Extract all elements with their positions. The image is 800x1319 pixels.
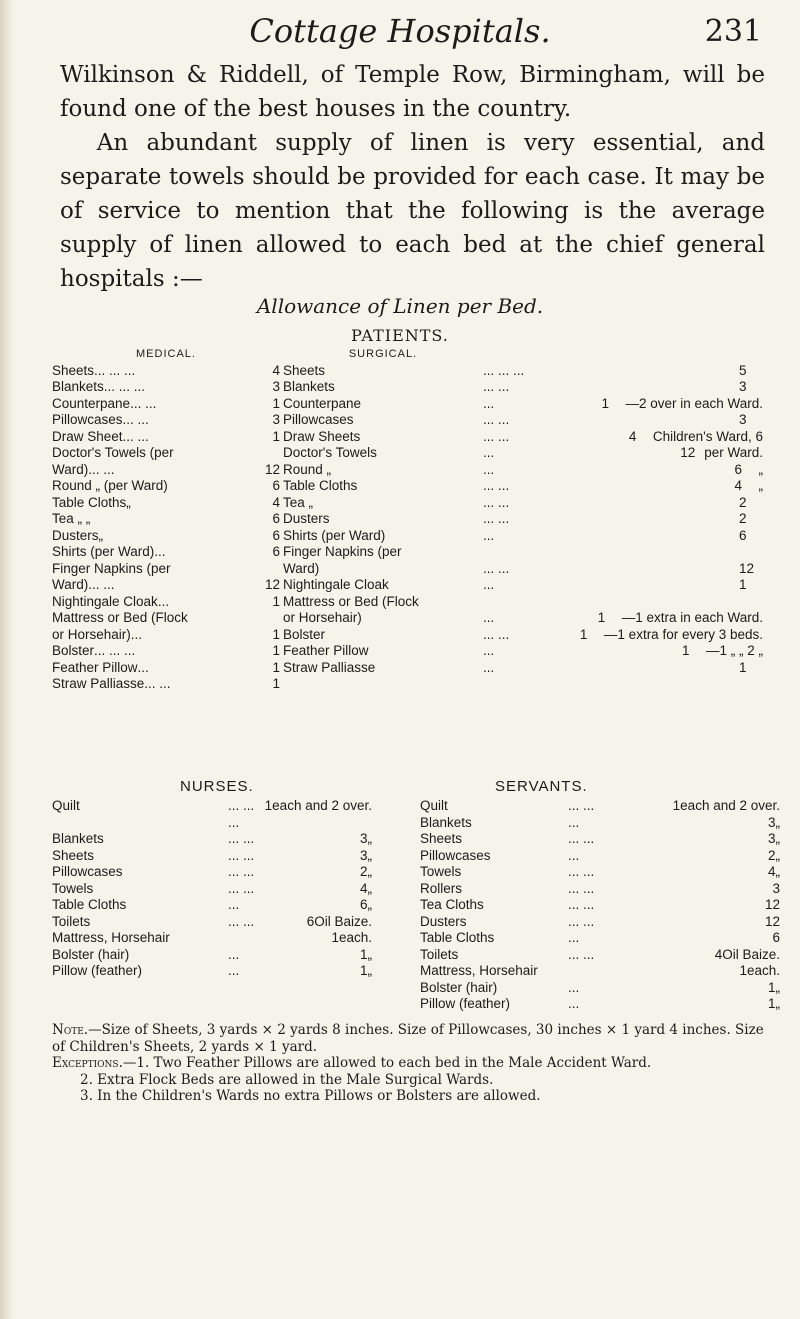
nurses-column	[52, 798, 372, 980]
list-item	[283, 643, 763, 660]
list-item	[283, 495, 763, 512]
item-note: „	[775, 979, 780, 995]
note-text: —Size of Sheets, 3 yards × 2 yards 8 inches. Size of Pillowcases, 30 inches × 1 yard 4 inches. Size of Children's Sheets, 2 yards × 1 yard.	[52, 1022, 764, 1055]
item-label: Pillow (feather)	[52, 963, 143, 978]
item-dots: „	[98, 527, 104, 543]
item-dots: ...	[483, 659, 495, 675]
item-dots: „	[126, 494, 131, 510]
item-qty: 4	[767, 864, 776, 879]
item-note: each and 2 over.	[272, 798, 372, 813]
list-item	[283, 594, 763, 611]
item-label: Bolster (hair)	[420, 979, 498, 995]
item-label: Sheets	[283, 362, 326, 378]
list-item	[52, 396, 280, 413]
item-dots: ... ...	[228, 847, 255, 863]
item-note: Children's Ward, 6	[652, 428, 763, 444]
item-dots: ...	[483, 527, 495, 543]
list-item	[283, 379, 763, 396]
item-qty: 1	[739, 577, 747, 592]
item-dots: ... ... ...	[94, 643, 136, 658]
list-item	[420, 798, 780, 815]
list-item	[52, 511, 280, 528]
item-qty: 4	[272, 362, 280, 378]
item-label: Straw Palliasse	[283, 659, 376, 675]
item-qty: 12	[264, 577, 280, 592]
item-dots: ... ...	[568, 913, 595, 929]
item-label: Ward)	[52, 461, 89, 477]
item-dots: ...	[568, 847, 580, 863]
list-item	[52, 429, 280, 446]
item-dots: ...	[568, 979, 580, 995]
item-label: Draw Sheets	[283, 428, 361, 444]
item-label: Shirts (per Ward)	[283, 527, 386, 543]
item-dots: ...	[568, 814, 580, 830]
item-dots: ... ... ...	[228, 798, 255, 830]
note-size	[52, 1022, 764, 1055]
list-item	[52, 881, 372, 898]
item-note: „	[367, 864, 372, 879]
list-item	[283, 396, 763, 413]
item-qty: 1	[681, 643, 690, 658]
item-qty: 3	[272, 412, 280, 427]
page-number: 231	[704, 14, 762, 49]
item-qty: 4	[628, 428, 637, 444]
item-label: Round „	[283, 461, 332, 477]
list-item	[420, 980, 780, 997]
item-label: Feather Pillow	[52, 659, 138, 675]
list-item	[52, 594, 280, 611]
item-label: Pillowcases	[420, 847, 491, 863]
item-dots: ... ...	[122, 412, 149, 427]
list-item	[52, 897, 372, 914]
item-label: Shirts (per Ward)	[52, 544, 155, 559]
item-label: Feather Pillow	[283, 643, 369, 658]
item-label: Table Cloths	[283, 478, 358, 493]
list-item	[52, 864, 372, 881]
item-dots: ... ...	[483, 478, 510, 493]
item-label: Nightingale Cloak	[283, 577, 389, 592]
item-dots: ...	[483, 461, 495, 477]
list-item	[283, 577, 763, 594]
item-qty: 1	[739, 963, 747, 978]
exceptions-label: Exceptions.	[52, 1055, 123, 1071]
item-label: Ward)	[52, 577, 89, 592]
item-note: „	[775, 814, 780, 830]
item-label: Pillowcases	[52, 412, 123, 427]
item-label: or Horsehair)	[283, 610, 362, 625]
list-item	[420, 947, 780, 964]
item-qty: 1	[597, 610, 606, 625]
item-dots: ...	[483, 610, 495, 625]
item-label: Pillowcases	[283, 412, 354, 427]
item-dots: ... ...	[568, 831, 595, 846]
surgical-column	[283, 346, 763, 676]
list-item	[420, 930, 780, 947]
medical-list	[52, 363, 280, 693]
item-qty: 3	[767, 831, 776, 846]
item-dots: ... ...	[568, 946, 595, 962]
item-dots: ... ...	[568, 880, 595, 896]
list-item	[52, 848, 372, 865]
list-item	[52, 914, 372, 931]
item-note: „	[775, 996, 780, 1011]
item-note: „	[775, 864, 780, 879]
servants-heading: SERVANTS.	[495, 778, 588, 795]
list-item	[52, 445, 280, 462]
item-dots: ...	[137, 659, 149, 675]
item-label: Blankets	[420, 814, 472, 830]
item-dots: ... ...	[144, 676, 171, 691]
item-dots: ...	[228, 946, 240, 962]
list-item	[283, 660, 763, 677]
item-qty: 12	[764, 913, 780, 929]
item-label: Mattress or Bed (Flock	[52, 610, 188, 625]
item-qty: 6	[739, 527, 747, 543]
list-item	[283, 363, 763, 380]
medical-heading: MEDICAL.	[136, 348, 196, 360]
item-label: Counterpane	[283, 395, 362, 411]
item-label: Tea Cloths	[420, 897, 484, 912]
paragraph-1: Wilkinson & Riddell, of Temple Row, Birmingham, will be found one of the best houses in the country.	[60, 62, 765, 122]
item-dots: ... ...	[88, 577, 115, 592]
list-item	[283, 627, 763, 644]
list-item	[52, 577, 280, 594]
item-label: Quilt	[420, 798, 448, 813]
item-qty: 1	[672, 798, 681, 813]
item-dots: ... ...	[483, 428, 510, 444]
running-title: Cottage Hospitals.	[249, 12, 551, 50]
item-note: „	[367, 897, 372, 912]
item-note: each and 2 over.	[680, 798, 780, 813]
list-item	[420, 831, 780, 848]
item-note: Oil Baize.	[314, 913, 372, 929]
item-dots: ...	[483, 643, 495, 658]
item-qty: 12	[739, 560, 755, 576]
list-item	[283, 528, 763, 545]
item-label: Pillowcases	[52, 864, 123, 879]
exception-1: —1. Two Feather Pillows are allowed to each bed in the Male Accident Ward.	[122, 1055, 652, 1071]
item-qty: 6	[359, 897, 368, 912]
item-dots: ...	[483, 395, 495, 411]
item-dots: ... ...	[483, 560, 510, 576]
item-qty: 1	[272, 643, 280, 658]
item-label: Finger Napkins (per	[52, 560, 171, 576]
item-note: „	[775, 847, 780, 863]
item-label: Tea „ „	[52, 511, 91, 526]
item-qty: 4	[714, 946, 723, 962]
list-item	[52, 495, 280, 512]
item-qty: 1	[579, 626, 588, 642]
item-dots: ... ...	[130, 395, 157, 411]
item-label: Ward)	[283, 560, 320, 576]
paragraph-2: An abundant supply of linen is very essential, and separate towels should be provided for each case. It may be of service to mention that the following is the average supply of linen allowed to each bed at the chief general hospitals :—	[60, 130, 765, 292]
list-item	[52, 660, 280, 677]
item-dots: ...	[483, 445, 495, 460]
item-qty: 6	[734, 461, 743, 477]
item-dots: ... ...	[228, 913, 255, 929]
item-dots: ...	[157, 593, 170, 609]
item-dots: ...	[154, 544, 166, 559]
item-label: Mattress or Bed (Flock	[283, 593, 419, 609]
item-note: —1 „ „ 2 „	[705, 643, 763, 658]
item-qty: 1	[601, 395, 609, 411]
list-item	[52, 947, 372, 964]
item-qty: 3	[739, 379, 747, 394]
list-item	[52, 643, 280, 660]
item-qty: 2	[739, 494, 747, 510]
item-qty: 1	[264, 798, 273, 813]
item-dots: ...	[568, 930, 580, 945]
item-dots: ... ...	[568, 897, 595, 912]
item-qty: 1	[272, 626, 280, 642]
list-item	[52, 462, 280, 479]
item-qty: 1	[272, 676, 280, 691]
item-label: Doctor's Towels (per	[52, 445, 174, 460]
list-item	[52, 930, 372, 947]
item-note: „	[758, 478, 763, 493]
item-label: Blankets	[52, 379, 104, 394]
list-item	[52, 478, 280, 495]
item-label: Finger Napkins (per	[283, 544, 402, 559]
item-label: Toilets	[420, 946, 459, 962]
item-dots: ...	[130, 626, 143, 642]
item-note: „	[367, 946, 372, 962]
item-dots: ...	[228, 897, 240, 912]
item-note: „	[367, 847, 372, 863]
list-item	[283, 462, 763, 479]
patients-heading: PATIENTS.	[351, 326, 449, 345]
item-dots: ... ...	[568, 798, 595, 813]
item-note: —2 over in each Ward.	[625, 395, 763, 411]
medical-column	[52, 346, 280, 693]
item-dots: ... ...	[483, 511, 510, 526]
item-qty: 4	[272, 494, 280, 510]
item-note: each.	[746, 963, 780, 978]
item-dots: ... ...	[122, 428, 149, 444]
item-label: or Horsehair)	[52, 626, 131, 642]
item-qty: 12	[764, 897, 780, 912]
item-qty: 4	[734, 478, 743, 493]
item-label: Draw Sheet	[52, 428, 123, 444]
list-item	[420, 815, 780, 832]
item-label: Doctor's Towels	[283, 445, 377, 460]
list-item	[52, 627, 280, 644]
item-dots: ...	[483, 577, 495, 592]
item-qty: 6	[772, 930, 780, 945]
item-label: Toilets	[52, 913, 91, 929]
item-qty: 1	[272, 593, 280, 609]
item-label: Mattress, Horsehair	[52, 930, 170, 945]
list-item	[52, 528, 280, 545]
item-dots: ... ... ...	[103, 379, 146, 394]
item-note: „	[775, 831, 780, 846]
item-dots: ... ...	[228, 831, 255, 846]
item-qty: 3	[359, 831, 368, 846]
list-item	[283, 478, 763, 495]
list-item	[52, 561, 280, 578]
item-note: „	[367, 831, 372, 846]
list-item	[52, 363, 280, 380]
item-note: —1 extra in each Ward.	[621, 610, 763, 625]
item-qty: 6	[272, 511, 280, 526]
item-dots: ... ...	[483, 494, 510, 510]
page-spine-shadow	[0, 0, 14, 1319]
list-item	[420, 996, 780, 1013]
item-qty: 5	[739, 362, 747, 378]
item-label: Blankets	[283, 379, 335, 394]
item-qty: 3	[272, 379, 280, 394]
list-item	[52, 412, 280, 429]
item-note: „	[758, 461, 763, 477]
item-qty: 6	[272, 527, 280, 543]
item-note: per Ward.	[704, 445, 763, 460]
item-label: Sheets	[52, 362, 95, 378]
item-qty: 3	[359, 847, 368, 863]
item-dots: ...	[568, 996, 580, 1011]
item-label: Quilt	[52, 798, 80, 813]
list-item	[283, 511, 763, 528]
nurses-list	[52, 798, 372, 980]
item-note: „	[367, 963, 372, 978]
item-label: Mattress, Horsehair	[420, 963, 538, 978]
item-label: Pillow (feather)	[420, 996, 511, 1011]
item-dots: ... ... ...	[94, 362, 136, 378]
list-item	[52, 798, 372, 831]
list-item	[283, 544, 763, 561]
allowance-title: Allowance of Linen per Bed.	[256, 294, 544, 318]
servants-list	[420, 798, 780, 1013]
item-label: Bolster	[52, 643, 95, 658]
item-qty: 1	[359, 946, 368, 962]
item-qty: 1	[359, 963, 368, 978]
item-label: Round „ (per Ward)	[52, 478, 168, 493]
item-note: Oil Baize.	[722, 946, 780, 962]
note-label: Note.	[52, 1022, 89, 1038]
item-qty: 4	[359, 880, 368, 896]
list-item	[283, 412, 763, 429]
notes-block	[52, 1022, 764, 1105]
item-label: Tea „	[283, 494, 314, 510]
item-dots: ... ...	[88, 461, 115, 477]
item-label: Bolster	[283, 626, 326, 642]
surgical-list	[283, 363, 763, 677]
item-label: Towels	[52, 880, 94, 896]
item-label: Sheets	[52, 847, 95, 863]
item-label: Blankets	[52, 831, 104, 846]
body-text	[60, 58, 765, 296]
item-label: Table Cloths	[52, 897, 127, 912]
list-item	[52, 676, 280, 693]
item-qty: 1	[767, 996, 776, 1011]
item-label: Towels	[420, 864, 462, 879]
item-qty: 1	[767, 979, 776, 995]
item-dots: ... ...	[483, 379, 510, 394]
item-dots: ... ...	[228, 880, 255, 896]
list-item	[283, 429, 763, 446]
item-label: Table Cloths	[420, 930, 495, 945]
item-qty: 3	[767, 814, 776, 830]
item-qty: 1	[739, 659, 747, 675]
item-note: —1 extra for every 3 beds.	[603, 626, 763, 642]
list-item	[52, 379, 280, 396]
exception-3: 3. In the Children's Wards no extra Pillows or Bolsters are allowed.	[80, 1088, 541, 1104]
item-qty: 1	[272, 428, 280, 444]
item-qty: 2	[767, 847, 776, 863]
item-label: Straw Palliasse	[52, 676, 145, 691]
item-label: Rollers	[420, 880, 463, 896]
list-item	[52, 831, 372, 848]
item-qty: 12	[680, 445, 696, 460]
list-item	[283, 445, 763, 462]
item-qty: 6	[272, 478, 280, 493]
list-item	[283, 610, 763, 627]
list-item	[420, 897, 780, 914]
item-dots: ... ...	[228, 864, 255, 879]
item-dots: ...	[228, 963, 240, 978]
surgical-heading: SURGICAL.	[348, 348, 418, 360]
item-label: Dusters	[420, 913, 467, 929]
item-qty: 6	[306, 913, 315, 929]
list-item	[52, 544, 280, 561]
item-label: Counterpane	[52, 395, 131, 411]
item-qty: 1	[331, 930, 339, 945]
item-label: Bolster (hair)	[52, 946, 130, 962]
item-qty: 6	[272, 544, 280, 559]
item-note: each.	[338, 930, 372, 945]
list-item	[283, 561, 763, 578]
item-label: Nightingale Cloak	[52, 593, 158, 609]
item-qty: 1	[272, 659, 280, 675]
item-label: Dusters	[283, 511, 330, 526]
item-label: Sheets	[420, 831, 463, 846]
exceptions	[52, 1055, 764, 1072]
item-dots: ... ...	[483, 626, 510, 642]
running-head	[0, 12, 800, 52]
item-qty: 2	[359, 864, 368, 879]
item-dots: ... ... ...	[483, 362, 525, 378]
list-item	[420, 864, 780, 881]
item-qty: 3	[772, 880, 780, 896]
list-item	[420, 963, 780, 980]
servants-column	[420, 798, 780, 1013]
item-label: Table Cloths	[52, 494, 127, 510]
item-qty: 1	[272, 395, 280, 411]
list-item	[420, 881, 780, 898]
item-dots: ... ...	[568, 864, 595, 879]
item-qty: 12	[264, 461, 280, 477]
exception-2: 2. Extra Flock Beds are allowed in the Male Surgical Wards.	[80, 1071, 494, 1088]
list-item	[420, 848, 780, 865]
item-dots: ... ...	[483, 412, 510, 427]
item-note: „	[367, 880, 372, 896]
item-qty: 2	[739, 511, 747, 526]
list-item	[420, 914, 780, 931]
item-qty: 3	[739, 412, 747, 427]
item-label: Dusters	[52, 527, 99, 543]
list-item	[52, 963, 372, 980]
nurses-heading: NURSES.	[180, 778, 254, 795]
list-item	[52, 610, 280, 627]
